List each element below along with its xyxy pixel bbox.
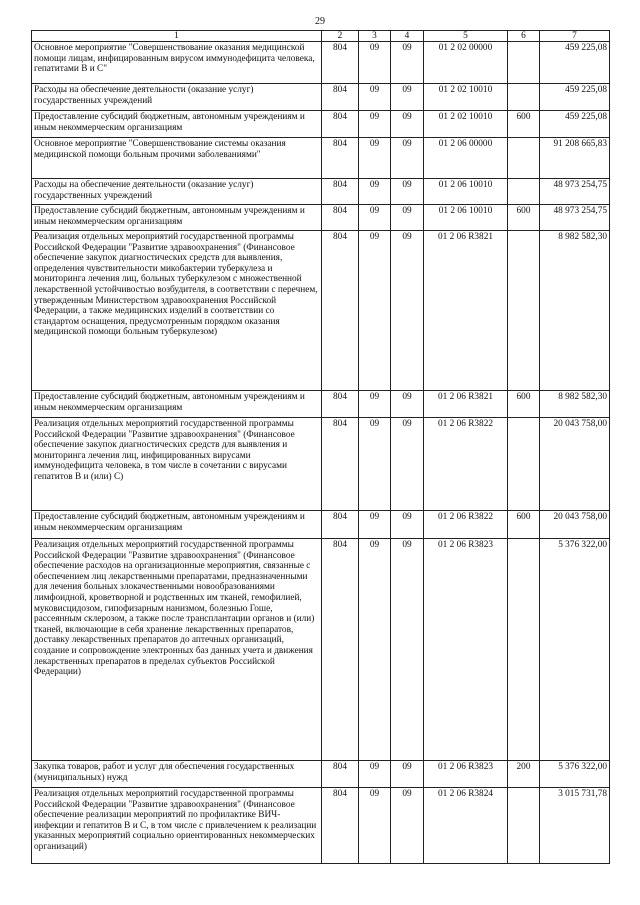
cell-c6: [508, 138, 540, 179]
cell-c5: 01 2 02 10010: [424, 84, 508, 111]
table-row: [32, 788, 610, 864]
budget-table: [31, 30, 610, 864]
cell-c6: 600: [508, 111, 540, 138]
table-row: [32, 205, 610, 231]
cell-c3: 09: [359, 391, 391, 418]
cell-c6: [508, 788, 540, 864]
cell-c4: 09: [391, 539, 424, 761]
cell-c7: 48 973 254,75: [540, 205, 610, 231]
cell-c3: 09: [359, 511, 391, 539]
cell-c4: 09: [391, 231, 424, 391]
table-row: [32, 761, 610, 788]
cell-c6: [508, 42, 540, 84]
cell-c6: 600: [508, 391, 540, 418]
cell-c2: 804: [322, 179, 359, 205]
cell-c7: 5 376 322,00: [540, 539, 610, 761]
cell-c3: 09: [359, 788, 391, 864]
header-col-2: 2: [322, 31, 359, 42]
cell-c3: 09: [359, 138, 391, 179]
cell-c4: 09: [391, 205, 424, 231]
cell-c3: 09: [359, 42, 391, 84]
cell-c4: 09: [391, 511, 424, 539]
cell-c5: 01 2 06 10010: [424, 179, 508, 205]
cell-c7: 48 973 254,75: [540, 179, 610, 205]
cell-c6: [508, 84, 540, 111]
cell-name: Реализация отдельных мероприятий государственной программы Российской Федерации "Развитие здравоохранения" (Финансовое обеспечение закупок диагностических средств для выявления, определения чувствительности микобактерии туберкулеза и мониторинга лечения лиц, больных туберкулезом с множественной лекарственной устойчивостью возбудителя, в соответствии с перечнем, утвержденным Министерством здравоохранения Российской Федерации, а также медицинских изделий в соответствии со стандартом оснащения, предусмотренным порядком оказания медицинской помощи больным туберкулезом): [32, 231, 322, 391]
table-row: [32, 111, 610, 138]
header-col-5: 5: [424, 31, 508, 42]
cell-c7: 91 208 665,83: [540, 138, 610, 179]
header-col-6: 6: [508, 31, 540, 42]
cell-c3: 09: [359, 179, 391, 205]
header-col-3: 3: [359, 31, 391, 42]
cell-c7: 8 982 582,30: [540, 391, 610, 418]
cell-c5: 01 2 06 00000: [424, 138, 508, 179]
cell-c2: 804: [322, 391, 359, 418]
cell-c7: 3 015 731,78: [540, 788, 610, 864]
cell-c2: 804: [322, 231, 359, 391]
cell-c4: 09: [391, 418, 424, 511]
cell-name: Предоставление субсидий бюджетным, автономным учреждениям и иным некоммерческим организациям: [32, 511, 322, 539]
cell-c4: 09: [391, 391, 424, 418]
cell-c6: [508, 539, 540, 761]
table-row: [32, 391, 610, 418]
cell-c6: 200: [508, 761, 540, 788]
cell-c7: 459 225,08: [540, 84, 610, 111]
cell-c2: 804: [322, 111, 359, 138]
cell-c2: 804: [322, 761, 359, 788]
cell-c6: [508, 231, 540, 391]
cell-c6: [508, 418, 540, 511]
cell-c2: 804: [322, 511, 359, 539]
header-col-4: 4: [391, 31, 424, 42]
cell-name: Предоставление субсидий бюджетным, автономным учреждениям и иным некоммерческим организациям: [32, 205, 322, 231]
cell-c5: 01 2 06 R3824: [424, 788, 508, 864]
table-row: [32, 418, 610, 511]
cell-c7: 5 376 322,00: [540, 761, 610, 788]
cell-c6: 600: [508, 511, 540, 539]
cell-c4: 09: [391, 179, 424, 205]
cell-c3: 09: [359, 231, 391, 391]
cell-c4: 09: [391, 788, 424, 864]
page-number: 29: [315, 16, 325, 27]
cell-c3: 09: [359, 84, 391, 111]
cell-c2: 804: [322, 138, 359, 179]
cell-name: Предоставление субсидий бюджетным, автономным учреждениям и иным некоммерческим организациям: [32, 391, 322, 418]
cell-name: Основное мероприятие "Совершенствование системы оказания медицинской помощи больным прочими заболеваниями": [32, 138, 322, 179]
cell-name: Расходы на обеспечение деятельности (оказание услуг) государственных учреждений: [32, 84, 322, 111]
cell-c2: 804: [322, 84, 359, 111]
table-row: [32, 511, 610, 539]
table-row: [32, 539, 610, 761]
cell-name: Реализация отдельных мероприятий государственной программы Российской Федерации "Развитие здравоохранения" (Финансовое обеспечение расходов на организационные мероприятия, связанные с обеспечением лиц лекарственными препаратами, предназначенными для лечения больных злокачественными новообразованиями лимфоидной, кроветворной и родственных им тканей, гемофилией, муковисцидозом, гипофизарным нанизмом, болезнью Гоше, рассеянным склерозом, а также после трансплантации органов и (или) тканей, включающие в себя хранение лекарственных препаратов, доставку лекарственных препаратов до аптечных организаций, создание и сопровождение электронных баз данных учета и движения лекарственных препаратов в пределах субъектов Российской Федерации): [32, 539, 322, 761]
cell-c7: 20 043 758,00: [540, 511, 610, 539]
cell-c7: 459 225,08: [540, 111, 610, 138]
table-row: [32, 231, 610, 391]
table-body: [32, 42, 610, 864]
cell-name: Основное мероприятие "Совершенствование оказания медицинской помощи лицам, инфицированным вирусом иммунодефицита человека, гепатитами В и С": [32, 42, 322, 84]
header-row: [32, 31, 610, 42]
cell-c5: 01 2 06 R3821: [424, 391, 508, 418]
cell-name: Предоставление субсидий бюджетным, автономным учреждениям и иным некоммерческим организациям: [32, 111, 322, 138]
table-row: [32, 42, 610, 84]
table-row: [32, 138, 610, 179]
cell-c5: 01 2 06 R3822: [424, 418, 508, 511]
cell-c2: 804: [322, 205, 359, 231]
cell-c7: 8 982 582,30: [540, 231, 610, 391]
cell-c5: 01 2 06 10010: [424, 205, 508, 231]
cell-c4: 09: [391, 761, 424, 788]
cell-c6: [508, 179, 540, 205]
table-row: [32, 84, 610, 111]
table-row: [32, 179, 610, 205]
cell-c4: 09: [391, 138, 424, 179]
header-col-7: 7: [540, 31, 610, 42]
cell-name: Закупка товаров, работ и услуг для обеспечения государственных (муниципальных) нужд: [32, 761, 322, 788]
cell-c3: 09: [359, 111, 391, 138]
cell-name: Реализация отдельных мероприятий государственной программы Российской Федерации "Развитие здравоохранения" (Финансовое обеспечение реализации мероприятий по профилактике ВИЧ-инфекции и гепатитов В и С, в том числе с привлечением к реализации указанных мероприятий социально ориентированных некоммерческих организаций): [32, 788, 322, 864]
cell-c5: 01 2 02 00000: [424, 42, 508, 84]
cell-c7: 20 043 758,00: [540, 418, 610, 511]
cell-c3: 09: [359, 539, 391, 761]
cell-c2: 804: [322, 418, 359, 511]
cell-c6: 600: [508, 205, 540, 231]
cell-c3: 09: [359, 761, 391, 788]
cell-c4: 09: [391, 84, 424, 111]
cell-c5: 01 2 06 R3822: [424, 511, 508, 539]
cell-c4: 09: [391, 42, 424, 84]
header-col-1: 1: [32, 31, 322, 42]
cell-c2: 804: [322, 788, 359, 864]
cell-c3: 09: [359, 418, 391, 511]
cell-name: Реализация отдельных мероприятий государственной программы Российской Федерации "Развитие здравоохранения" (Финансовое обеспечение закупок диагностических средств для выявления и мониторинга лечения лиц, инфицированных вирусами иммунодефицита человека, в том числе в сочетании с вирусами гепатитов В и (или) С): [32, 418, 322, 511]
cell-c5: 01 2 06 R3823: [424, 761, 508, 788]
cell-c3: 09: [359, 205, 391, 231]
cell-c4: 09: [391, 111, 424, 138]
cell-c5: 01 2 06 R3823: [424, 539, 508, 761]
cell-c5: 01 2 06 R3821: [424, 231, 508, 391]
cell-c5: 01 2 02 10010: [424, 111, 508, 138]
cell-name: Расходы на обеспечение деятельности (оказание услуг) государственных учреждений: [32, 179, 322, 205]
cell-c2: 804: [322, 539, 359, 761]
cell-c7: 459 225,08: [540, 42, 610, 84]
cell-c2: 804: [322, 42, 359, 84]
